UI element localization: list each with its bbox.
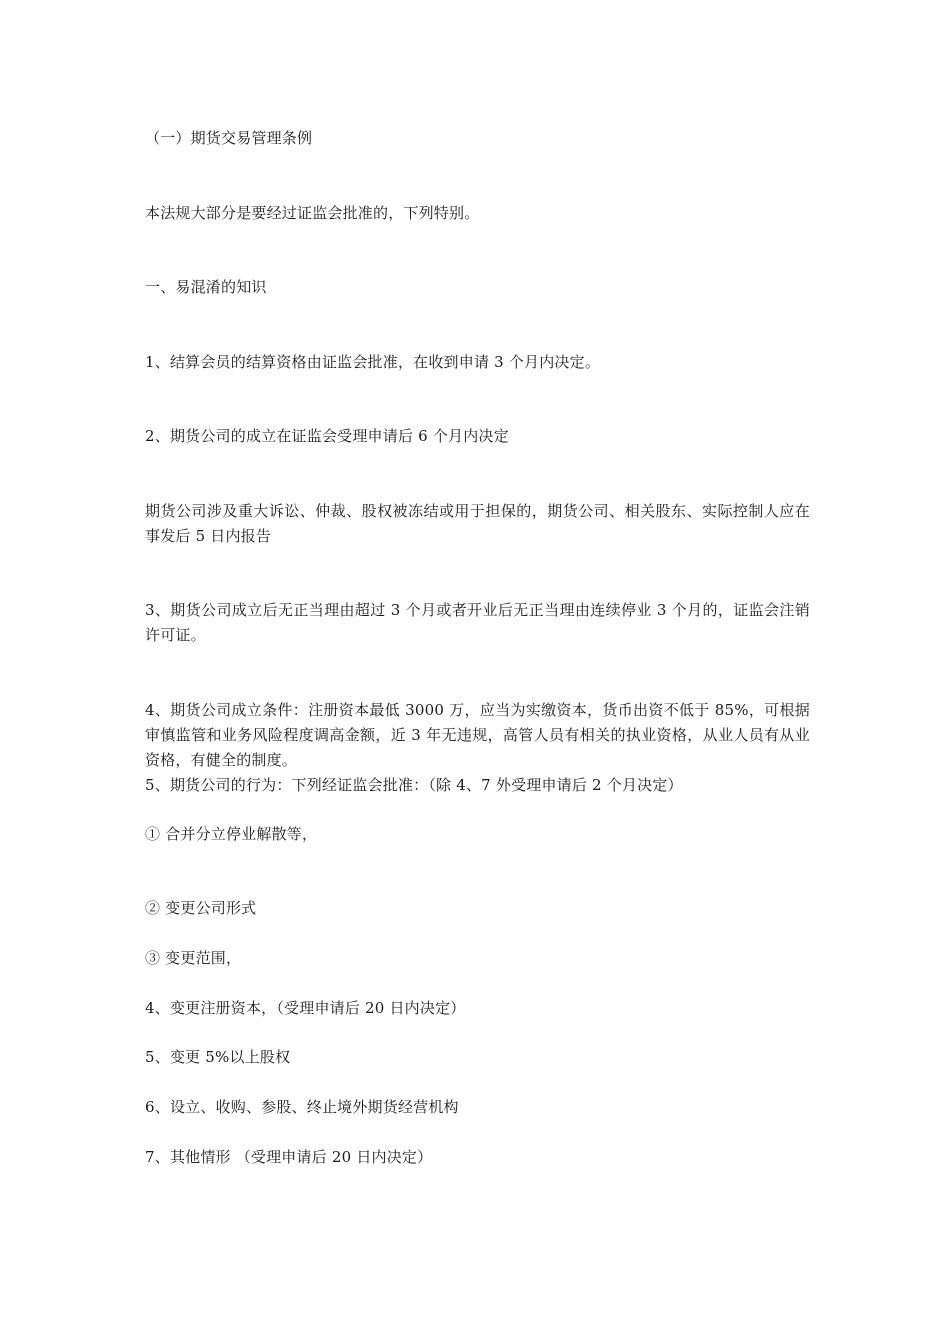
item-2-note: 期货公司涉及重大诉讼、仲裁、股权被冻结或用于担保的，期货公司、相关股东、实际控制人应在事发后 5 日内报告 — [145, 502, 810, 545]
item-2: 2、期货公司的成立在证监会受理申请后 6 个月内决定 — [145, 427, 509, 445]
item-3: 3、期货公司成立后无正当理由超过 3 个月或者开业后无正当理由连续停业 3 个月的，证监会注销许可证。 — [145, 601, 810, 644]
item-4: 4、期货公司成立条件：注册资本最低 3000 万，应当为实缴资本，货币出资不低于 85%，可根据审慎监管和业务风险程度调高金额，近 3 年无违规，高管人员有相关的执业资格，从业人员有从业资格，有健全的制度。 — [145, 701, 810, 769]
intro-paragraph: 本法规大部分是要经过证监会批准的，下列特别。 — [145, 204, 480, 222]
item-5: 5、期货公司的行为：下列经证监会批准：（除 4、7 外受理申请后 2 个月决定） — [145, 776, 683, 794]
sub-item-6: 6、设立、收购、参股、终止境外期货经营机构 — [145, 1098, 459, 1116]
section-title: （一）期货交易管理条例 — [145, 129, 313, 147]
sub-item-5: 5、变更 5%以上股权 — [145, 1048, 291, 1066]
sub-item-7: 7、其他情形 （受理申请后 20 日内决定） — [145, 1148, 433, 1166]
item-1: 1、结算会员的结算资格由证监会批准，在收到申请 3 个月内决定。 — [145, 353, 601, 371]
sub-item-3: ③ 变更范围， — [145, 949, 242, 967]
heading-confusing-knowledge: 一、易混淆的知识 — [145, 278, 267, 296]
sub-item-1: ① 合并分立停业解散等， — [145, 825, 318, 843]
sub-item-2: ② 变更公司形式 — [145, 899, 257, 917]
sub-item-4: 4、变更注册资本，（受理申请后 20 日内决定） — [145, 999, 466, 1017]
